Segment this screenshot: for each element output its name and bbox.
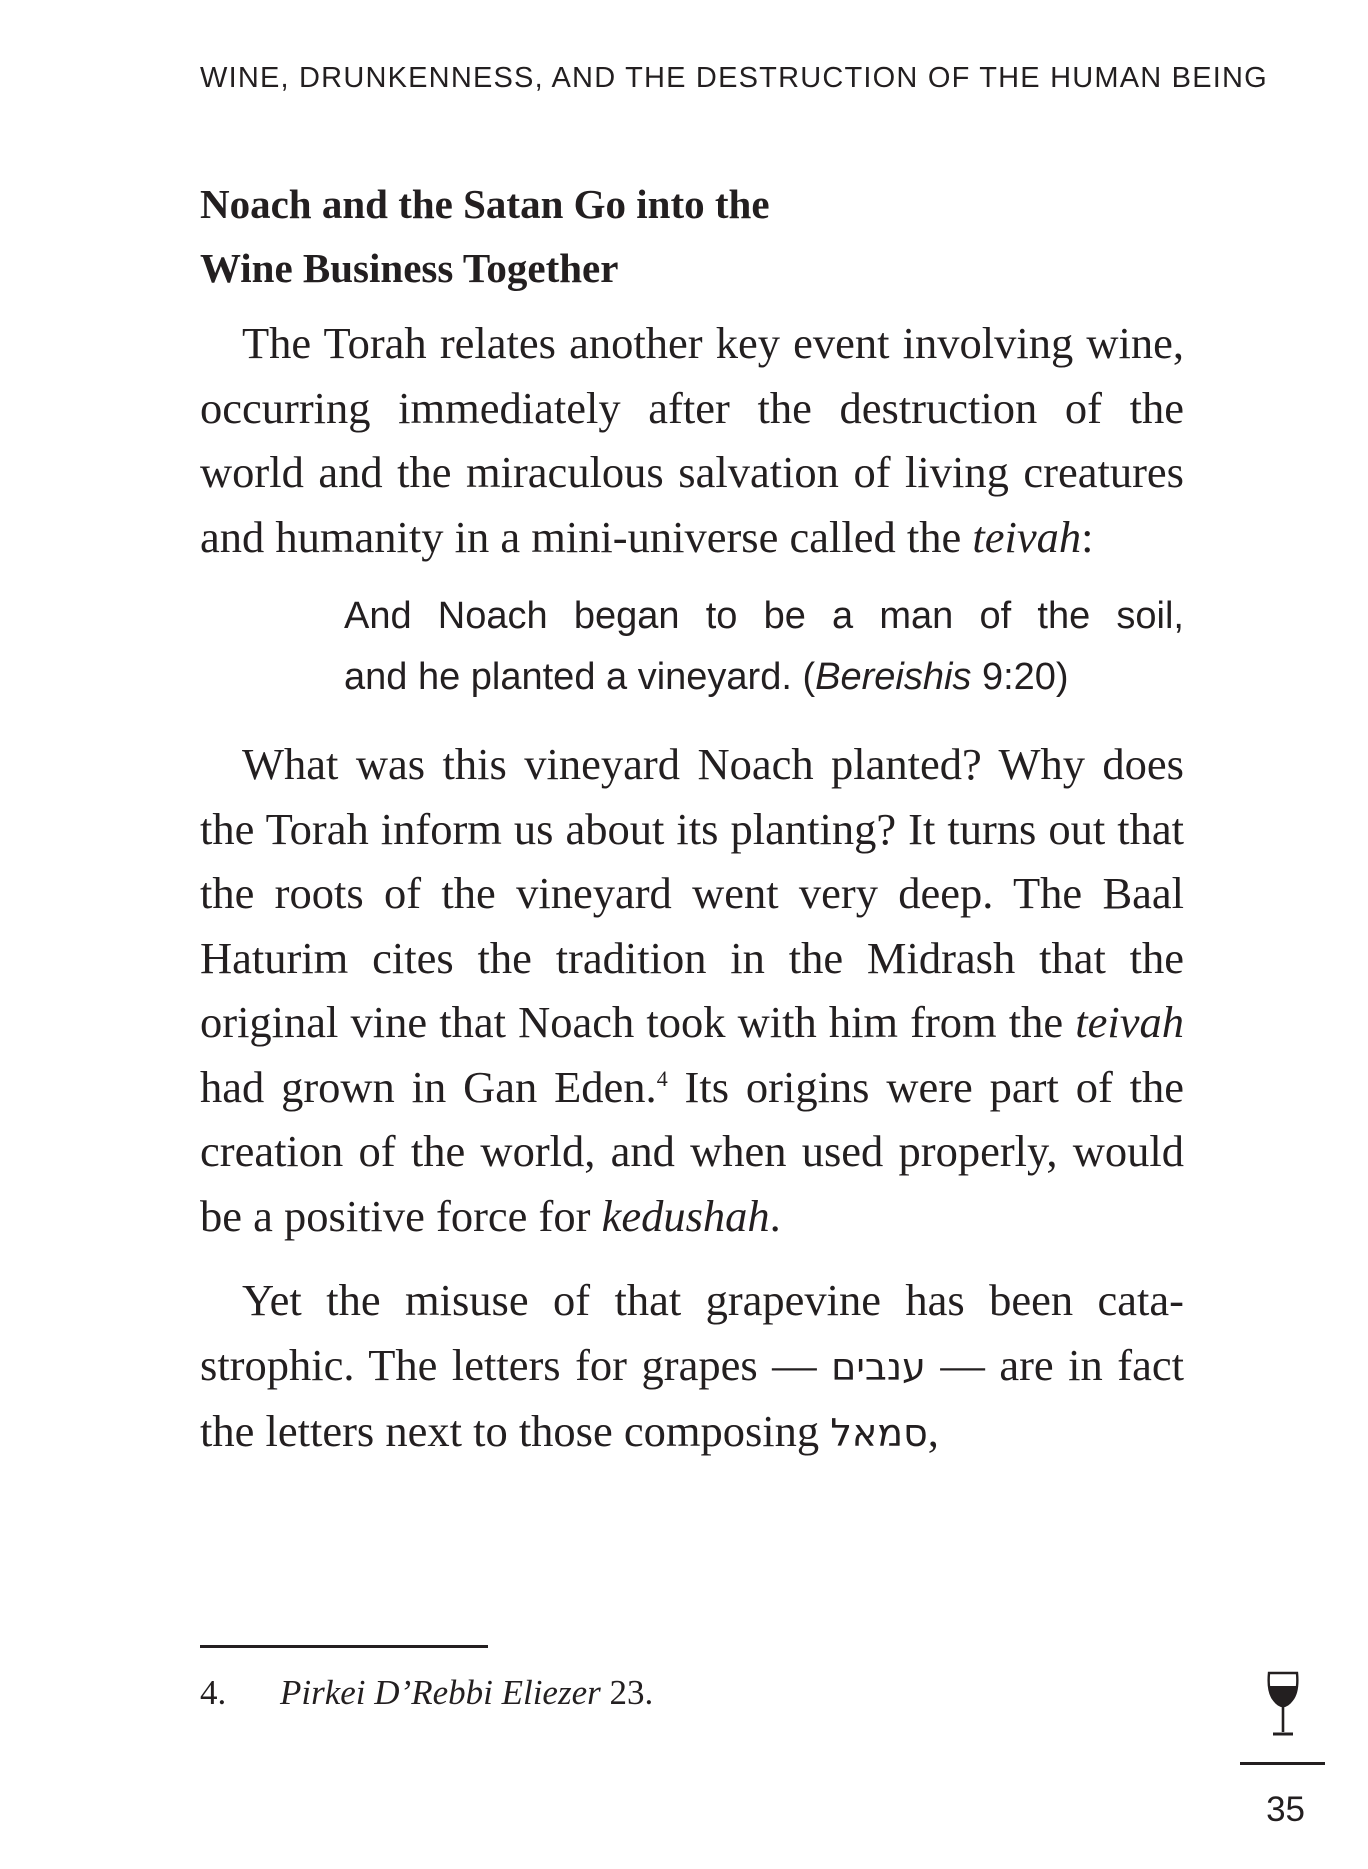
section-title-line-1: Noach and the Satan Go into the	[200, 181, 770, 227]
paragraph-2	[200, 732, 1184, 1248]
quote-line-1: And Noach began to be a man of the soil,	[344, 595, 1184, 637]
paragraph-2-italic-1: teivah	[1075, 997, 1184, 1047]
paragraph-3-end: ,	[927, 1406, 939, 1456]
quote-line-2-text: and he planted a vineyard. (	[344, 656, 816, 698]
footnote-number: 4.	[200, 1673, 227, 1712]
running-head: WINE, DRUNKENNESS, AND THE DESTRUCTION OF THE HUMAN BEING	[200, 62, 1268, 94]
paragraph-3-part-1: Yet the misuse of that grapevine has been catastrophic. The letters for grapes —	[200, 1275, 1184, 1390]
quote-source-ref: 9:20)	[971, 656, 1069, 698]
quote-line-2	[344, 647, 1184, 708]
paragraph-3-part-2: — are in fact the letters next to those composing	[200, 1339, 1184, 1456]
page-content	[200, 172, 1184, 1466]
paragraph-2-part-2: had grown in Gan Eden.	[200, 1061, 657, 1112]
paragraph-3	[200, 1268, 1184, 1466]
footnote	[200, 1670, 653, 1715]
paragraph-2-part-1: What was this vineyard Noach planted? Why does the Torah inform us about its planting? It turns out that the roots of the vineyard went very deep. The Baal Haturim cites the tradition in the Midrash that the original vine that Noach took with him from the	[200, 739, 1184, 1047]
wine-glass-icon	[1265, 1670, 1301, 1738]
quote-source-book: Bereishis	[815, 656, 972, 698]
paragraph-2-part-3: Its origins were part of the creation of the world, and when used properly, would be a positive force for	[200, 1061, 1184, 1241]
footnote-source: Pirkei D’Rebbi Eliezer	[280, 1673, 601, 1712]
footnote-reference[interactable]: 4	[656, 1065, 668, 1091]
hebrew-word-samael: סמאל	[830, 1411, 928, 1455]
paragraph-1-end: :	[1081, 511, 1094, 562]
section-title-line-2: Wine Business Together	[200, 245, 619, 291]
paragraph-1-text: The Torah relates another key event involving wine, occurring immediately after the destruction of the world and the miraculous salvation of living creatures and humanity in a mini-universe called the	[200, 318, 1184, 562]
scripture-quote	[344, 586, 1184, 708]
hebrew-word-grapes: ענבים	[831, 1344, 926, 1389]
page-number-divider	[1240, 1762, 1325, 1765]
paragraph-2-italic-2: kedushah	[601, 1190, 770, 1241]
section-title	[200, 172, 1184, 300]
footnote-source-ref: 23.	[600, 1673, 654, 1712]
paragraph-1	[200, 311, 1184, 569]
footnote-divider	[200, 1645, 488, 1648]
paragraph-2-end: .	[769, 1190, 781, 1241]
page-number: 35	[1266, 1790, 1305, 1829]
paragraph-1-italic-term: teivah	[972, 511, 1082, 562]
